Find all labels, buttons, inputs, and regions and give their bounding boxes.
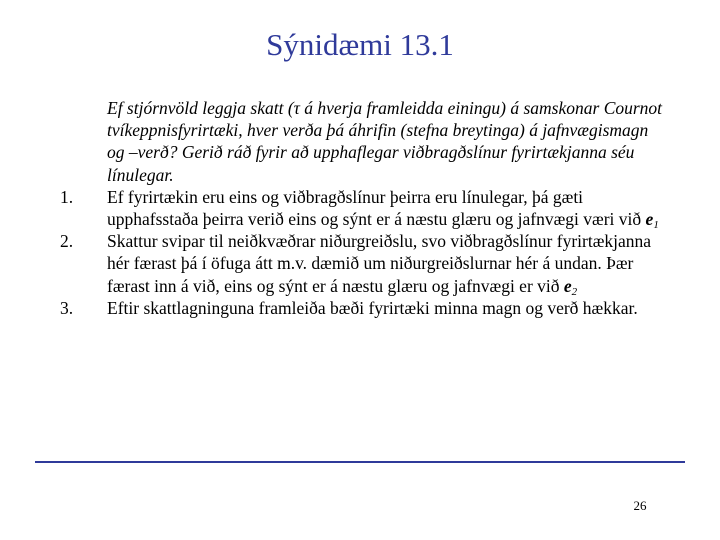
slide-title: Sýnidæmi 13.1: [266, 27, 454, 62]
list-item-number: 3.: [60, 297, 74, 318]
list-item-text: Ef fyrirtækin eru eins og viðbragðslínur þeirra eru línulegar, þá gæti upphafsstaða þeirra verið eins og sýnt er á næstu glæru og jafnvægi væri við: [107, 186, 646, 230]
list-item-text: Eftir skattlagninguna framleiða bæði fyrirtæki minna magn og verð hækkar.: [107, 297, 638, 318]
intro-paragraph: Ef stjórnvöld leggja skatt (τ á hverja framleidda einingu) á samskonar Cournot tvíkeppnisfyrirtæki, hver verða þá áhrifin (stefna breytinga) á jafnvægismagn og –verð? Gerið ráð fyrir að upphaflegar viðbragðslínur fyrirtækjanna séu línulegar.: [107, 98, 663, 185]
equilibrium-symbol: [645, 209, 659, 232]
list-item-1: [60, 186, 667, 232]
equilibrium-letter: e: [645, 209, 654, 230]
page-number: 26: [633, 498, 647, 513]
equilibrium-symbol: [564, 276, 577, 296]
equilibrium-letter: e: [563, 275, 572, 296]
list-item-text: Skattur svipar til neiðkvæðrar niðurgreiðslu, svo viðbragðslínur fyrirtækjanna hér færast þá í öfuga átt m.v. dæmið um niðurgreiðslurnar hér á undan. Þær færast inn á við, eins og sýnt er á næstu glæru og jafnvægi er við: [107, 231, 652, 296]
list-item-3: [60, 297, 667, 319]
footer-rule: [35, 461, 685, 463]
equilibrium-subscript: 1: [653, 219, 659, 232]
equilibrium-subscript: 2: [571, 285, 578, 298]
list-item-2: [60, 230, 667, 298]
list-item-number: 2.: [60, 231, 74, 252]
list-item-number: 1.: [60, 186, 74, 207]
slide-body: [60, 97, 667, 319]
